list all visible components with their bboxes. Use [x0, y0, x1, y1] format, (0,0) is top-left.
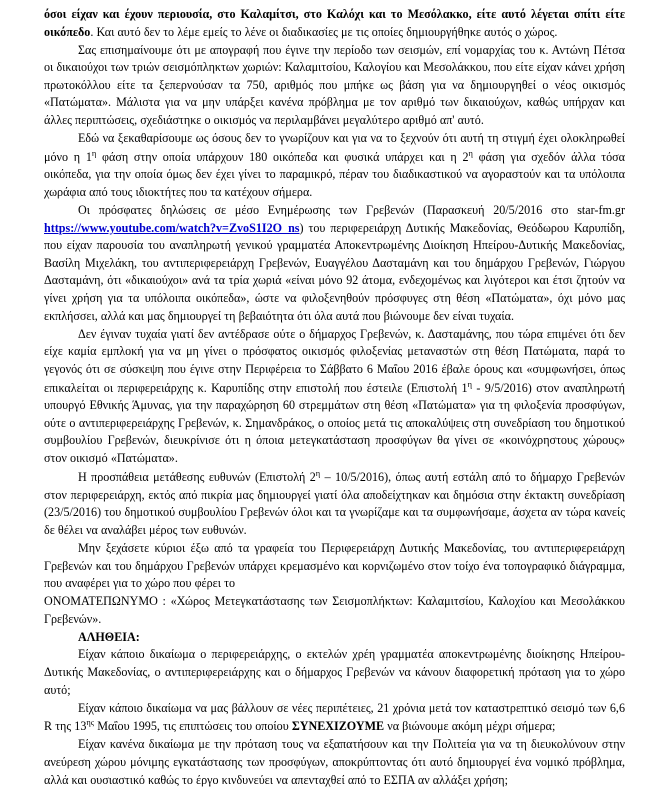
text-run: ) του περιφερειάρχη Δυτικής Μακεδονίας, Θεόδωρου Καρυπίδη, που είχαν παρουσία του αναπληρωτή γενικού γραμματέα Αποκεντρωμένης Διοίκηση Ηπείρου-Δυτικής Μακεδονίας, Βασίλη Μιχελάκη, του αντιπεριφερειάρχη Γρεβενών, Ευαγγέλου Δασταμάνη και του δημάρχου Γρεβενών, Γιώργου Δασταμάνη, ότι «δικαιούχοι» ανά τα τρία χωριά «είναι μόνο 92 άτομα, ενδεχομένως και λιγότεροι και έτσι ζητούν να γίνει χρήση για τα υπόλοιπα οικόπεδα», ώστε να φιλοξενηθούν πρόσφυγες στη θέση «Πατώματα», όχι μόνο μας εκπλήσσει, αλλά και μας δημιουργεί τη βεβαιότητα ότι όλα αυτά που βιώνουμε δεν είναι τυχαία.	[44, 220, 625, 323]
text-run: ης	[86, 718, 95, 728]
text-run: Είχαν κάποιο δικαίωμα να μας βάλλουν σε νέες περιπέτειες, 21 χρόνια μετά τον καταστρεπτικό σεισμό των 6,6 R της 13	[44, 700, 625, 734]
text-run: – 10/5/2016), όπως αυτή εστάλη από το δήμαρχο Γρεβενών στον περιφερειάρχη, εκτός από πικρία μας δημιουργεί γιατί όλα αποδείχτηκαν και δημόσια στην έκτακτη συνεδρίαση (23/5/2016) του δημοτικού συμβουλίου Γρεβενών όλοι και τα γνωρίζαμε και τα συμφωνήσαμε, άσχετα αν τώρα κανείς δε θέλει να αναλάβει μέρος των ευθυνών.	[44, 470, 625, 537]
text-run: Η προσπάθεια μετάθεσης ευθυνών (Επιστολή 2	[78, 470, 316, 485]
text-run: Μην ξεχάσετε κύριοι έξω από τα γραφεία του Περιφερειάρχη Δυτικής Μακεδονίας, του αντιπεριφερειάρχη Γρεβενών και του δημάρχου Γρεβενών υπάρχει κρεμασμένο και κορνιζωμένο στον τοίχο ένα τοπογραφικό διάγραμμα, που αναφέρει για το χώρο που φέρει το	[44, 540, 625, 591]
text-run: να βιώνουμε ακόμη μέχρι σήμερα;	[384, 719, 556, 734]
text-run: Μαΐου 1995, τις επιπτώσεις του οποίου	[94, 719, 292, 734]
text-run: . Και αυτό δεν το λέμε εμείς το λένε οι διαδικασίες με τις οποίες δημιουργήθηκε αυτός ο χώρος.	[90, 24, 558, 39]
text-run: Είχαν κανένα δικαίωμα με την πρόταση τους να εξαπατήσουν και την Πολιτεία για να τη διευκολύνουν στην ανεύρεση χώρου μόνιμης εγκατάστασης των προσφύγων, αποκρύπτοντας ότι αυτό δημιουργεί ένα νομικό πρόβλημα, αλλά και ουσιαστικό καθώς το έργο κινδυνεύει να απενταχθεί από το ΕΣΠΑ αν αλλάξει χρήση;	[44, 737, 625, 787]
paragraph	[44, 468, 625, 539]
text-run: η	[315, 469, 321, 478]
text-run: Οι πρόσφατες δηλώσεις σε μέσο Ενημέρωσης των Γρεβενών (Παρασκευή 20/5/2016 στο star-fm.gr	[78, 203, 625, 218]
text-run: όσοι είχαν και έχουν περιουσία, στο Καλαμίτσι, στο Καλόχι και το Μεσόλακκο, είτε αυτό	[44, 7, 531, 21]
paragraph	[44, 42, 625, 130]
text-run: ΑΛΗΘΕΙΑ:	[78, 629, 140, 644]
document-body	[44, 6, 625, 789]
section-heading	[44, 629, 625, 647]
paragraph	[44, 202, 625, 325]
text-run: Εδώ να ξεκαθαρίσουμε ως όσους δεν το γνωρίζουν και για να το ξεχνούν ότι αυτή τη στιγμή έχει ολοκληρωθεί μόνο η 1	[44, 131, 625, 164]
text-run: Σας επισημαίνουμε ότι με απογραφή που έγινε την περίοδο των σεισμών, επί νομαρχίας του κ. Αντώνη Πέτσα οι δικαιούχοι των τριών σεισμόπληκτων χωριών: Καλαμιτσίου, Καλογίου και Μεσολάκκου, που είτε είχαν κάνει χρήση πρωτοκόλλου είτε τα ξεπερνούσαν τα 750, αριθμός που μπήκε ως βάση για να δημιουργηθεί ο νέος οικισμός «Πατώματα». Μάλιστα για να μην υπάρξει κανένα πρόβλημα με τον αριθμό των δικαιούχων, καθώς υπήρχαν και άλλες περιπτώσεις, σχεδιάστηκε ο οικισμός να περιλαμβάνει μεγαλύτερο αριθμό απ' αυτό.	[44, 42, 625, 128]
text-run: Είχαν κάποιο δικαίωμα ο περιφερειάρχης, ο εκτελών χρέη γραμματέα αποκεντρωμένης διοίκησης Ηπείρου-Δυτικής Μακεδονίας, ο αντιπεριφερειάρχης και ο δήμαρχος Γρεβενών να κάνουν διαφορετική πρόταση για το χώρο αυτό;	[44, 647, 625, 697]
text-run: η	[468, 148, 473, 158]
video-link[interactable]: https://www.youtube.com/watch?v=ZvoS1I2O_ns	[44, 220, 300, 235]
paragraph	[44, 593, 625, 628]
text-run: η	[91, 148, 97, 158]
text-run: φάση για σχεδόν άλλα τόσα οικόπεδα, για την οποία όμως δεν έχει γίνει το παραμικρό, πέραν του διαδικαστικού να αγοραστούν και τα υπόλοιπα χωράφια από τους ιδιοκτήτες που τα κατέχουν σήμερα.	[44, 149, 626, 199]
paragraph	[44, 540, 625, 593]
paragraph	[44, 130, 625, 201]
paragraph	[44, 646, 625, 699]
text-run: Δεν έγιναν τυχαία γιατί δεν αντέδρασε ούτε ο δήμαρχος Γρεβενών, κ. Δασταμάνης, που τώρα επιμένει ότι δεν είχε καμία εμπλοκή για να μη γίνει ο πρόσφατος οικισμός φιλοξενίας μεταναστών στη θέση Πατώματα, παρά το γεγονός ότι σε σύσκεψη που έγινε στην Περιφέρεια το Σάββατο 6 Μαΐου 2016 έβαλε όρους και «συμφωνήσει, όπως επικαλείται οι περιφερειάρχης κ. Καρυπίδης στην επιστολή που έστειλε (Επιστολή 1	[44, 326, 625, 395]
text-run: - 9/5/2016) στον αναπληρωτή υπουργό Εθνικής Άμυνας, για την παραχώρηση 60 στρεμμάτων στη θέση «Πατώματα» για τη φιλοξενία προσφύγων, ούτε ο αντιπεριφερειάρχης Γρεβενών, κ. Σημανδράκος, ο οποίος μετά τις αποκαλύψεις στη συνεδρίαση του δημοτικού συμβουλίου Γρεβενών, διευκρίνισε ότι η όποια μετεγκατάσταση προσφύγων θα γίνει σε «κοινόχρηστους χώρους» στον οικισμό «Πατώματα».	[44, 380, 625, 465]
paragraph	[44, 700, 625, 736]
text-run: ΣΥΝΕΧΙΖΟΥΜΕ	[291, 719, 385, 734]
paragraph	[44, 736, 625, 789]
paragraph	[44, 6, 625, 41]
text-run: η	[467, 379, 472, 389]
text-run: ΟΝΟΜΑΤΕΠΩΝΥΜΟ : «Χώρος Μετεγκατάστασης των Σεισμοπλήκτων: Καλαμιτσίου, Καλοχίου και Μεσολάκκου Γρεβενών».	[44, 594, 625, 626]
paragraph	[44, 326, 625, 468]
text-run: φάση στην οποία υπάρχουν 180 οικόπεδα και φυσικά υπάρχει και η 2	[96, 149, 469, 164]
text-run: λέγεται σπίτι είτε οικόπεδο	[44, 7, 625, 39]
